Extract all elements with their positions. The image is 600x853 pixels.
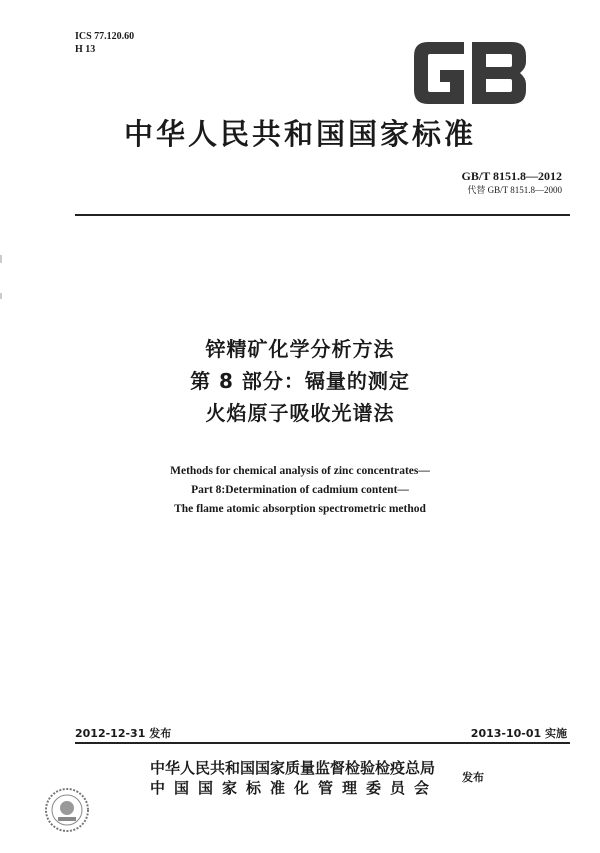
ccs-code: H 13 [75,44,96,55]
header-divider [75,214,570,216]
standard-number: GB/T 8151.8—2012 [461,169,562,183]
issuer-sac: 中国国家标准化管理委员会 [150,779,439,797]
english-title-line-2: Part 8:Determination of cadmium content— [191,484,409,496]
ics-code: ICS 77.120.60 [75,31,135,42]
classification-codes [75,30,134,56]
english-title-line-1: Methods for chemical analysis of zinc concentrates— [170,465,430,477]
national-standard-title: 中华人民共和国国家标准 [123,117,476,151]
chinese-title-line-3: 火焰原子吸收光谱法 [205,401,395,425]
footer-divider [75,742,570,744]
anti-counterfeit-seal-icon [44,787,90,833]
english-title [0,462,600,519]
replaces-standard: 代替 GB/T 8151.8—2000 [467,185,562,195]
chinese-title-line-1: 锌精矿化学分析方法 [205,337,395,361]
issue-date: 2012-12-31 发布 [75,727,172,740]
scan-edge-mark [0,255,3,315]
issuing-authorities [150,758,438,798]
english-title-line-3: The flame atomic absorption spectrometric method [174,503,426,515]
standard-number-block [462,169,562,196]
chinese-title-line-2: 第 8 部分：镉量的测定 [190,369,410,393]
chinese-title [0,333,600,429]
issuer-aqsiq: 中华人民共和国国家质量监督检验检疫总局 [150,759,436,777]
publish-label: 发布 [462,771,484,784]
implementation-date: 2013-10-01 实施 [470,727,567,740]
gb-logo-icon [408,36,532,110]
